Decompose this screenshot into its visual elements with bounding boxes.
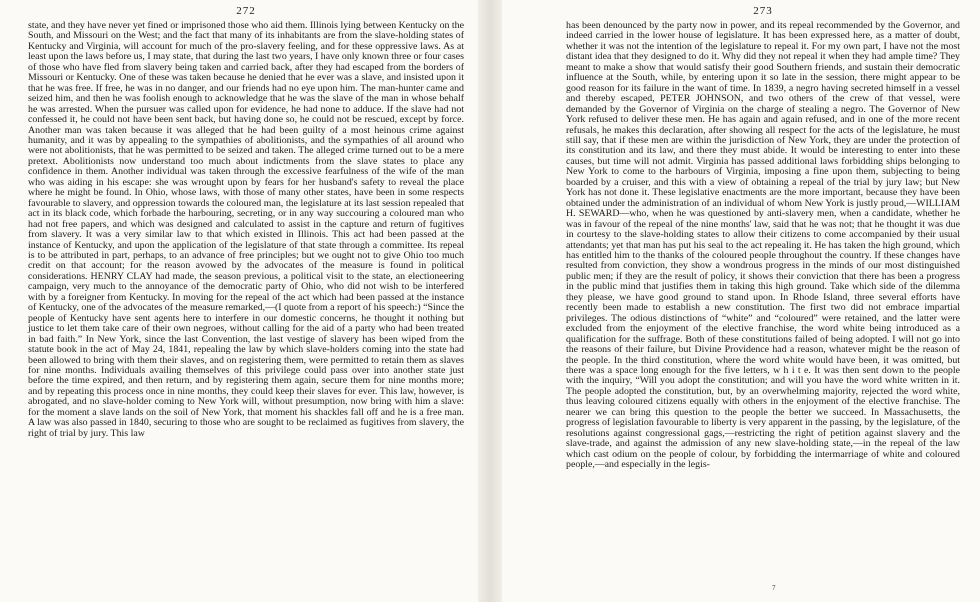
right-page-text: has been denounced by the party now in power, and its repeal recommended by the Governor, and indeed carried in the lower house of legislature. It has been expressed here, as a matter of doubt, whether it was not the intention of the legislature to repeal it. For my own part, I have not the most distant idea that they designed to do it. Why did they not repeal it when they had ample time? They meant to make a show that would satisfy their good Southern friends, and sustain their democratic influence at the South, while, by entering upon it so late in the session, there might appear to be good reason for its failure in the want of time. In 1839, a negro having secreted himself in a vessel and thereby escaped, PETER JOHNSON, and two others of the crew of that vessel, were demanded by the Governor of Virginia on the charge of stealing a negro. The Governor of New York refused to deliver these men. He has again and again refused, and in one of the more recent refusals, he makes this declaration, after showing all respect for the acts of the legislature, he must still say, that if these men are within the jurisdiction of New York, they are under the protection of its constitution and its law, and there they must abide. It would be interesting to enter into these causes, but time will not admit. Virginia has passed additional laws forbidding ships belonging to New York to come to the harbours of Virginia, imposing a fine upon them, subjecting to being boarded by a cruiser, and this with a view of obtaining a repeal of the trial by jury law; but New York has not done it. These legislative enactments are the more important, because they have been obtained under the administration of an individual of whom New York is justly proud,—WILLIAM H. SEWARD—who, when he was questioned by anti-slavery men, when a candidate, whether he was in favour of the repeal of the nine months' law, said that he was not; that he thought it was due in courtesy to the slave-holding states to allow their citizens to come accompanied by their usual attendants; yet that man has put his seal to the act repealing it. He has taken the high ground, which has entitled him to the thanks of the coloured people throughout the country. If these changes have resulted from conviction, they show a wondrous progress in the minds of our most distinguished public men; if they are the result of policy, it shows their conviction that there has been a progress in the public mind that justifies them in taking this high ground. Take which side of the dilemma they please, we have good ground to stand upon. In Rhode Island, three several efforts have recently been made to establish a new constitution. The first two did not embrace impartial privileges. The odious distinctions of “white” and “coloured” were retained, and the latter were excluded from the enjoyment of the elective franchise, the word white being introduced as a qualification for the suffrage. Both of these constitutions failed of being adopted. I will not go into the reasons of their failure, but Divine Providence had a reason, whatever might be the reason of the people. In the third constitution, where the word white would have been, it was omitted, but there was a space long enough for the five letters, w h i t e. It was then sent down to the people with the inquiry, “Will you adopt the constitution; and will you have the word white written in it. The people adopted the constitution, but, by an overwhelming majority, rejected the word white, thus leaving coloured citizens equally with others in the enjoyment of the elective franchise. The nearer we can bring this question to the people the better we succeed. In Massachusetts, the progress of legislation favourable to liberty is very apparent in the passing, by the legislature, of the resolutions against congressional gags,—restricting the right of petition against slavery and the slave-trade, and against the admission of any new slave-holding state,—in the repeal of the law which cast odium on the people of colour, by forbidding the intermarriage of white and coloured people,—and especially in the legis- <box>566 20 960 471</box>
page-number-right: 273 <box>753 5 773 17</box>
left-page <box>0 0 478 602</box>
page-number-left: 272 <box>236 5 256 17</box>
left-page-text: state, and they have never yet fined or imprisoned those who aid them. Illinois lying between Kentucky on the South, and Missouri on the West; and the fact that many of its inhabitants are from the slave-holding states of Kentucky and Virginia, will account for much of the pro-slavery feeling, and for these oppressive laws. As at least upon the laws before us, I may state, that during the last two years, I have only known three or four cases of those who have fled from slavery being taken and carried back, after they had escaped from the borders of Missouri or Kentucky. One of these was taken because he denied that he ever was a slave, and insisted upon it that he was free. If free, he was in no danger, and our friends had no eye upon him. The man-hunter came and seized him, and then he was foolish enough to acknowledge that he was the slave of the man in whose behalf he was arrested. When the pursuer was called upon for evidence, he had none to adduce. If the slave had not confessed it, he could not have been sent back, but having done so, he could not be rescued, except by force. Another man was taken because it was alleged that he had been guilty of a most heinous crime against humanity, and it was by appealing to the sympathies of abolitionists, and the sympathies of all around who were not abolitionists, that he was permitted to be seized and taken. The alleged crime turned out to be a mere pretext. Abolitionists now understand too much about indictments from the slave states to place any confidence in them. Another individual was taken through the excessive fearfulness of the wife of the man who was aiding in his escape: she was wrought upon by fears for her husband's safety to reveal the place where he might be found. In Ohio, whose laws, with those of many other states, have been in some respects favourable to slavery, and oppression towards the coloured man, the legislature at its last session repealed that act in its black code, which forbade the harbouring, secreting, or in any way succouring a coloured man who had not free papers, and which was designed and calculated to assist in the capture and return of fugitives from slavery. It was a very similar law to that which existed in Illinois. This act had been passed at the instance of Kentucky, and upon the application of the legislature of that state through a committee. Its repeal is to be attributed in part, perhaps, to an advance of free principles; but we ought not to give Ohio too much credit on that account; for the reason avowed by the advocates of the measure is found in political considerations. HENRY CLAY had made, the season previous, a political visit to the state, an electioneering campaign, very much to the annoyance of the democratic party of Ohio, who did not wish to be interfered with by a foreigner from Kentucky. In moving for the repeal of the act which had been passed at the instance of Kentucky, one of the advocates of the measure remarked,—(I quote from a report of his speech:) “Since the people of Kentucky have sent agents here to interfere in our domestic concerns, he thought it nothing but justice to let them take care of their own negroes, without calling for the aid of a party who had been treated in bad faith.” In New York, since the last Convention, the last vestige of slavery has been wiped from the statute book in the act of May 24, 1841, repealing the law by which slave-holders coming into the state had been allowed to bring with them their slaves, and on registering them, were permitted to retain them as slaves for nine months. Individuals availing themselves of this privilege could pass over into another state just before the time expired, and then return, and by registering them again, secure them for nine months more; and by repeating this process once in nine months, they could keep their slaves for ever. This law, however, is abrogated, and no slave-holder coming to New York will, without presumption, now bring with him a slave: for the moment a slave lands on the soil of New York, that moment his shackles fall off and he is a free man. A law was also passed in 1840, securing to those who are sought to be reclaimed as fugitives from slavery, the right of trial by jury. This law <box>28 20 464 439</box>
right-page <box>502 0 980 602</box>
signature-mark: 7 <box>772 584 776 592</box>
book-gutter <box>478 0 502 602</box>
